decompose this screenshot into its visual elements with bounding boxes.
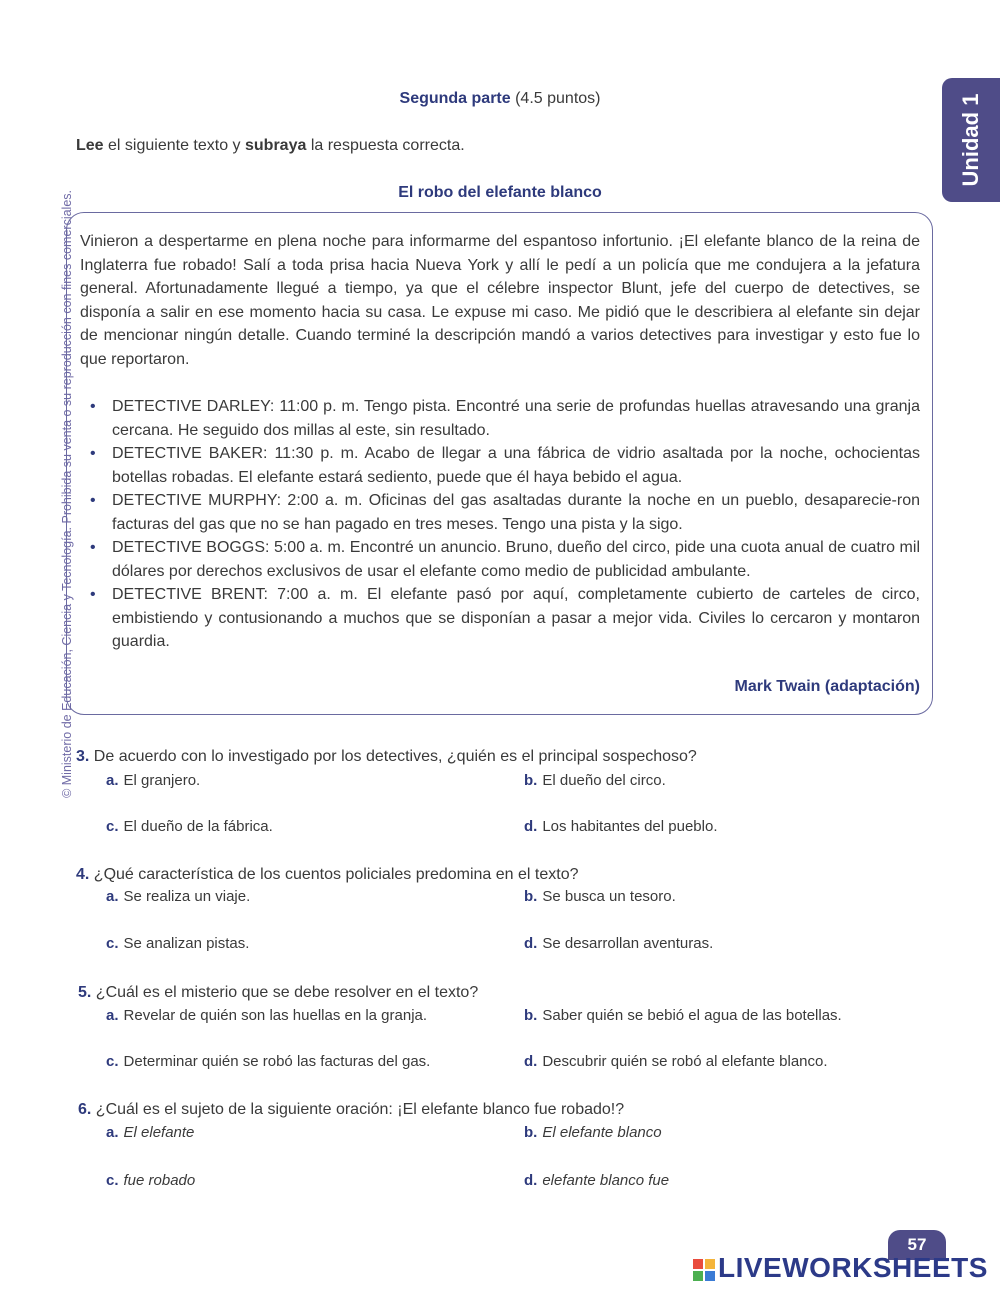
option-3c[interactable] [106, 818, 273, 835]
option-4d[interactable] [524, 935, 713, 952]
option-6d[interactable] [524, 1172, 669, 1189]
unit-tab-label: Unidad 1 [958, 93, 983, 187]
option-letter: d. [524, 818, 538, 835]
option-text: Se desarrollan aventuras. [542, 935, 714, 952]
option-letter: b. [524, 1007, 538, 1024]
report-item: • DETECTIVE DARLEY: 11:00 p. m. Tengo pista. Encontré una serie de profundas huellas atravesando una granja cercana. He seguido dos millas al este, sin resultado. [80, 395, 920, 442]
option-text: El elefante blanco [542, 1124, 662, 1141]
question-6 [78, 1101, 624, 1119]
option-3d[interactable] [524, 818, 717, 835]
report-item: • DETECTIVE MURPHY: 2:00 a. m. Oficinas del gas asaltadas durante la noche en un pueblo, desaparecie-ron facturas del gas que no se han pagado en tres meses. Tengo una pista y la sigo. [80, 489, 920, 536]
detective-reports [80, 395, 920, 654]
option-3a[interactable] [106, 772, 200, 789]
option-text: Determinar quién se robó las facturas del gas. [123, 1053, 431, 1070]
instruction [76, 137, 465, 155]
report-item: • DETECTIVE BOGGS: 5:00 a. m. Encontré un anuncio. Bruno, dueño del circo, pide una cuota anual de cuatro mil dólares por derechos exclusivos de usar el elefante como medio de publicidad ambulante. [80, 536, 920, 583]
question-number: 3. [76, 748, 90, 765]
question-number: 6. [78, 1101, 92, 1118]
option-6c[interactable] [106, 1172, 195, 1189]
question-4 [76, 866, 579, 884]
option-text: Se analizan pistas. [123, 935, 250, 952]
instruction-text-2: la respuesta correcta. [306, 137, 465, 154]
option-text: El dueño del circo. [542, 772, 666, 789]
option-text: Se busca un tesoro. [542, 888, 676, 905]
question-number: 5. [78, 984, 92, 1001]
option-text: elefante blanco fue [542, 1172, 670, 1189]
option-4a[interactable] [106, 888, 250, 905]
option-4b[interactable] [524, 888, 676, 905]
option-5d[interactable] [524, 1053, 828, 1070]
option-letter: a. [106, 1124, 119, 1141]
option-text: Revelar de quién son las huellas en la granja. [123, 1007, 428, 1024]
question-text: ¿Cuál es el misterio que se debe resolver en el texto? [95, 984, 479, 1001]
option-letter: d. [524, 1053, 538, 1070]
question-number: 4. [76, 866, 90, 883]
instruction-text-1: el siguiente texto y [103, 137, 245, 154]
option-letter: c. [106, 1053, 119, 1070]
instruction-verb-1: Lee [76, 137, 104, 154]
story-title: El robo del elefante blanco [398, 184, 602, 201]
option-letter: d. [524, 935, 538, 952]
option-3b[interactable] [524, 772, 666, 789]
liveworksheets-watermark: LIVEWORKSHEETS [718, 1252, 988, 1283]
option-text: Descubrir quién se robó al elefante blanco. [542, 1053, 828, 1070]
report-item: • DETECTIVE BAKER: 11:30 p. m. Acabo de llegar a una fábrica de vidrio asaltada por la noche, ochocientas botellas robadas. El elefante estará sediento, puede que él haya bebido el agua. [80, 442, 920, 489]
report-item: • DETECTIVE BRENT: 7:00 a. m. El elefante pasó por aquí, completamente cubierto de carteles de circo, embistiendo y contusionando a muchos que se disponían a pasar a mejor vida. Civiles lo cercaron y montaron guardia. [80, 583, 920, 654]
liveworksheets-logo-icon [693, 1259, 715, 1281]
option-text: fue robado [123, 1172, 196, 1189]
option-letter: c. [106, 818, 119, 835]
option-letter: b. [524, 1124, 538, 1141]
option-5c[interactable] [106, 1053, 430, 1070]
option-text: Saber quién se bebió el agua de las botellas. [542, 1007, 842, 1024]
section-title [0, 90, 1000, 108]
section-points: (4.5 puntos) [510, 90, 601, 107]
section-title-bold: Segunda parte [399, 90, 511, 107]
option-letter: b. [524, 772, 538, 789]
option-5a[interactable] [106, 1007, 427, 1024]
option-6b[interactable] [524, 1124, 662, 1141]
option-4c[interactable] [106, 935, 249, 952]
option-letter: a. [106, 1007, 119, 1024]
story-intro: Vinieron a despertarme en plena noche para informarme del espantoso infortunio. ¡El elefante blanco de la reina de Inglaterra fue robado! Salí a toda prisa hacia Nueva York y allí le pedí a un policía que me condujera a la jefatura general. Afortunadamente llegué a tiempo, ya que el célebre inspector Blunt, jefe del cuerpo de detectives, se disponía a salir en ese momento hacia su casa. Le expuse mi caso. Me pidió que le describiera al elefante sin dejar de mencionar ningún detalle. Cuando terminé la descripción mandó a varios detectives para investigar y esto fue lo que reportaron. [80, 233, 920, 368]
option-letter: a. [106, 888, 119, 905]
story-author: Mark Twain (adaptación) [734, 678, 920, 695]
option-text: Se realiza un viaje. [123, 888, 251, 905]
option-6a[interactable] [106, 1124, 194, 1141]
option-letter: a. [106, 772, 119, 789]
question-5 [78, 984, 478, 1002]
option-text: El granjero. [123, 772, 201, 789]
option-text: El dueño de la fábrica. [123, 818, 273, 835]
question-text: ¿Cuál es el sujeto de la siguiente oración: ¡El elefante blanco fue robado!? [95, 1101, 625, 1118]
question-3 [76, 748, 697, 766]
option-letter: c. [106, 1172, 119, 1189]
option-letter: c. [106, 935, 119, 952]
page-number: 57 [888, 1230, 946, 1260]
option-text: El elefante [123, 1124, 195, 1141]
option-letter: d. [524, 1172, 538, 1189]
question-text: ¿Qué característica de los cuentos policiales predomina en el texto? [93, 866, 579, 883]
instruction-verb-2: subraya [245, 137, 307, 154]
copyright-notice: © Ministerio de Educación, Ciencia y Tecnología. Prohibida su venta o su reproducción con fines comerciales. [60, 190, 74, 798]
option-5b[interactable] [524, 1007, 842, 1024]
option-letter: b. [524, 888, 538, 905]
question-text: De acuerdo con lo investigado por los detectives, ¿quién es el principal sospechoso? [93, 748, 697, 765]
option-text: Los habitantes del pueblo. [542, 818, 718, 835]
